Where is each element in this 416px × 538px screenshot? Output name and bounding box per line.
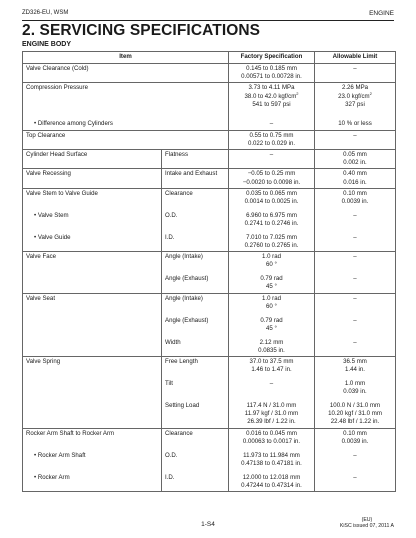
item-cell: Valve Recessing — [23, 169, 162, 188]
spec-table — [22, 51, 396, 492]
factory-cell: 11.973 to 11.984 mm 0.47138 to 0.47181 in. — [229, 451, 315, 473]
table-row — [23, 233, 396, 252]
table-row — [23, 428, 396, 451]
factory-cell: 0.55 to 0.75 mm 0.022 to 0.029 in. — [229, 130, 315, 149]
section-subtitle: ENGINE BODY — [22, 41, 72, 48]
allowable-cell: – — [315, 473, 396, 492]
item-cell: Valve Spring — [23, 357, 162, 429]
header-rule — [22, 20, 394, 21]
item-cell: Compression Pressure — [23, 83, 229, 120]
sub-item-cell: Angle (Intake) — [162, 252, 229, 275]
factory-cell: 1.0 rad 60 ° — [229, 252, 315, 275]
factory-cell: 12.000 to 12.018 mm 0.47244 to 0.47314 in. — [229, 473, 315, 492]
allowable-cell: 0.10 mm 0.0039 in. — [315, 188, 396, 211]
sub-item-cell: O.D. — [162, 451, 229, 473]
sub-item-cell: O.D. — [162, 211, 229, 233]
allowable-cell: 100.0 N / 31.0 mm 10.20 kgf / 31.0 mm 22.48 lbf / 1.22 in. — [315, 401, 396, 428]
table-row — [23, 357, 396, 380]
sub-item-cell: Intake and Exhaust — [162, 169, 229, 188]
table-row — [23, 130, 396, 149]
factory-cell: – — [229, 150, 315, 169]
allowable-cell: 10 % or less — [315, 119, 396, 130]
header-model: ZD326-EU, WSM — [22, 10, 69, 16]
col-header-allowable: Allowable Limit — [315, 52, 396, 64]
allowable-cell: 36.5 mm 1.44 in. — [315, 357, 396, 380]
factory-cell: 37.0 to 37.5 mm 1.46 to 1.47 in. — [229, 357, 315, 380]
allowable-cell: – — [315, 451, 396, 473]
factory-cell: 0.79 rad 45 ° — [229, 316, 315, 338]
page-title: 2. SERVICING SPECIFICATIONS — [22, 22, 261, 39]
allowable-cell: 0.40 mm 0.016 in. — [315, 169, 396, 188]
factory-cell: 1.0 rad 60 ° — [229, 293, 315, 316]
sub-item-cell: Angle (Exhaust) — [162, 316, 229, 338]
item-cell: Top Clearance — [23, 130, 229, 149]
factory-cell: −0.05 to 0.25 mm −0.0020 to 0.0098 in. — [229, 169, 315, 188]
item-cell: • Rocker Arm Shaft — [23, 451, 162, 473]
col-header-item: Item — [23, 52, 229, 64]
item-cell: Valve Seat — [23, 293, 162, 356]
sub-item-cell: Angle (Exhaust) — [162, 274, 229, 293]
item-cell: • Rocker Arm — [23, 473, 162, 492]
allowable-cell: – — [315, 211, 396, 233]
table-row — [23, 169, 396, 188]
sub-item-cell: Tilt — [162, 379, 229, 401]
item-cell: • Difference among Cylinders — [23, 119, 229, 130]
item-cell: • Valve Stem — [23, 211, 162, 233]
allowable-cell: – — [315, 252, 396, 275]
allowable-cell: – — [315, 338, 396, 357]
factory-cell: 3.73 to 4.11 MPa 38.0 to 42.0 kgf/$cm^2$ 541 to 597 psi — [229, 83, 315, 120]
factory-cell: 0.016 to 0.045 mm 0.00063 to 0.0017 in. — [229, 428, 315, 451]
item-cell: Valve Face — [23, 252, 162, 293]
table-row — [23, 119, 396, 130]
sub-item-cell: Free Length — [162, 357, 229, 380]
allowable-cell: – — [315, 233, 396, 252]
header-section: ENGINE — [369, 10, 394, 17]
item-cell: • Valve Guide — [23, 233, 162, 252]
table-row — [23, 451, 396, 473]
item-cell: Cylinder Head Surface — [23, 150, 162, 169]
factory-cell: 7.010 to 7.025 mm 0.2760 to 0.2765 in. — [229, 233, 315, 252]
factory-cell: – — [229, 379, 315, 401]
table-row — [23, 211, 396, 233]
allowable-cell: 2.26 MPa 23.0 kgf/$cm^2$ 327 psi — [315, 83, 396, 120]
sub-item-cell: Angle (Intake) — [162, 293, 229, 316]
sub-item-cell: I.D. — [162, 473, 229, 492]
item-cell: Valve Clearance (Cold) — [23, 64, 229, 83]
allowable-cell: 1.0 mm 0.039 in. — [315, 379, 396, 401]
allowable-cell: 0.10 mm 0.0039 in. — [315, 428, 396, 451]
sub-item-cell: Clearance — [162, 428, 229, 451]
allowable-cell: – — [315, 293, 396, 316]
sub-item-cell: Clearance — [162, 188, 229, 211]
factory-cell: 6.960 to 6.975 mm 0.2741 to 0.2746 in. — [229, 211, 315, 233]
table-row — [23, 188, 396, 211]
allowable-cell: 0.05 mm 0.002 in. — [315, 150, 396, 169]
col-header-factory: Factory Specification — [229, 52, 315, 64]
sub-item-cell: Setting Load — [162, 401, 229, 428]
table-row — [23, 473, 396, 492]
factory-cell: 0.145 to 0.185 mm 0.00571 to 0.00728 in. — [229, 64, 315, 83]
page-number: 1-S4 — [201, 521, 215, 528]
factory-cell: 2.12 mm 0.0835 in. — [229, 338, 315, 357]
factory-cell: 0.035 to 0.065 mm 0.0014 to 0.0025 in. — [229, 188, 315, 211]
allowable-cell: – — [315, 316, 396, 338]
table-header-row — [23, 52, 396, 64]
table-row — [23, 293, 396, 316]
allowable-cell: – — [315, 64, 396, 83]
table-row — [23, 252, 396, 275]
item-cell: Valve Stem to Valve Guide — [23, 188, 162, 211]
factory-cell: 0.79 rad 45 ° — [229, 274, 315, 293]
table-row — [23, 64, 396, 83]
sub-item-cell: I.D. — [162, 233, 229, 252]
issue-note: (EU) KiSC issued 07, 2011 A — [339, 517, 394, 530]
allowable-cell: – — [315, 274, 396, 293]
factory-cell: – — [229, 119, 315, 130]
table-row — [23, 150, 396, 169]
allowable-cell: – — [315, 130, 396, 149]
sub-item-cell: Flatness — [162, 150, 229, 169]
table-row — [23, 83, 396, 120]
factory-cell: 117.4 N / 31.0 mm 11.97 kgf / 31.0 mm 26.39 lbf / 1.22 in. — [229, 401, 315, 428]
sub-item-cell: Width — [162, 338, 229, 357]
item-cell: Rocker Arm Shaft to Rocker Arm — [23, 428, 162, 451]
